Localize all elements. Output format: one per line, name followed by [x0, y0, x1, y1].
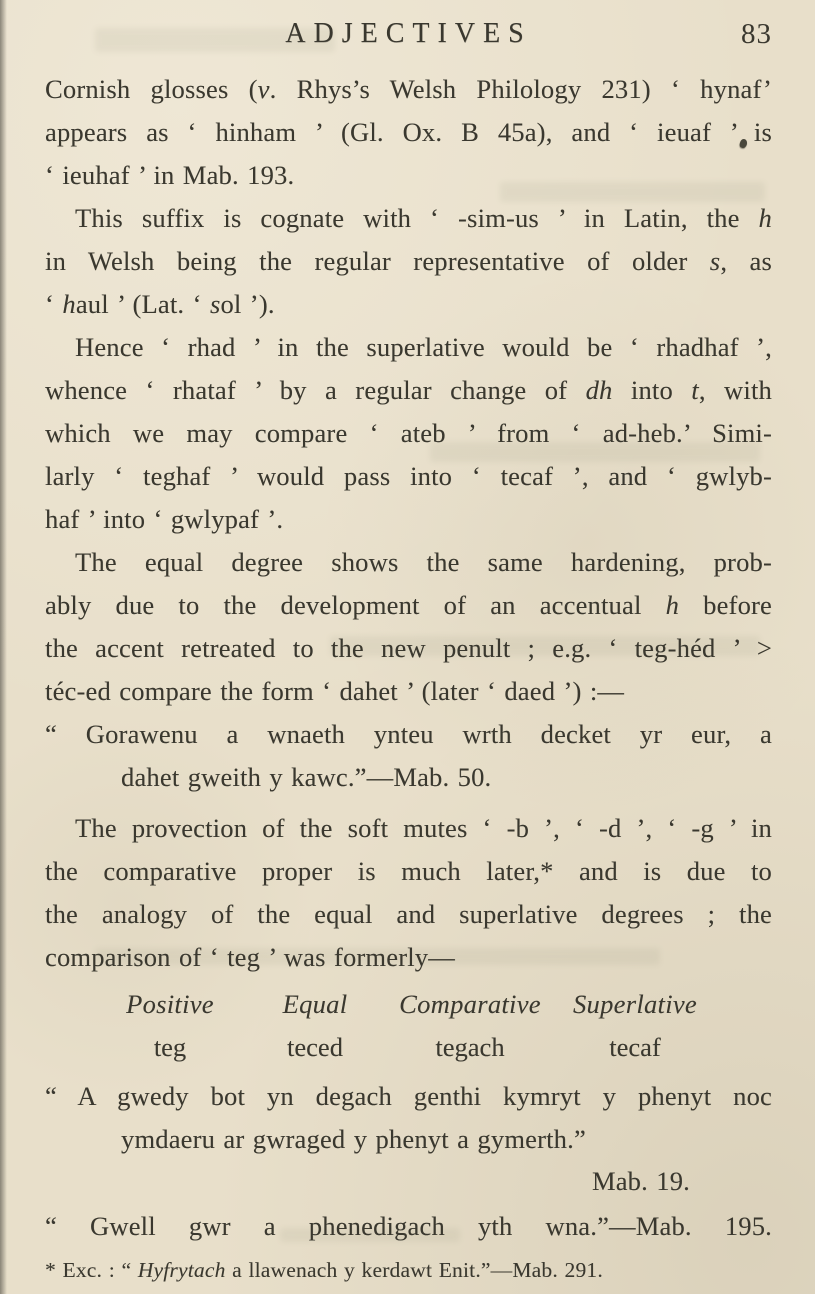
text-run: appears as ‘ hinham ’ (Gl. Ox. B 45a), and ‘ ieuaf ’: [45, 117, 739, 147]
text-line: [45, 412, 772, 455]
page-number: 83: [741, 18, 772, 50]
paragraph-suffix-cognate: [45, 197, 772, 326]
text-line: [45, 713, 772, 756]
text-run: Cornish glosses (: [45, 74, 258, 104]
text-line: [45, 584, 772, 627]
text-run: ably due to the development of an accentual: [45, 590, 666, 620]
page-body: [45, 68, 772, 1286]
text-run: This suffix is cognate with ‘ -sim-us ’ in Latin, the: [75, 203, 759, 233]
text-run: ‘ ieuhaf ’ in Mab. 193.: [45, 160, 295, 190]
text-line: [45, 498, 772, 541]
text-line: [45, 369, 772, 412]
text-run: “ Gwell gwr a phenedigach yth wna.”—Mab. 195.: [45, 1211, 772, 1241]
text-run: , as: [720, 246, 772, 276]
paragraph-equal-degree: [45, 541, 772, 713]
text-run: into: [612, 375, 692, 405]
text-run: the comparative proper is much later,* and is due to: [45, 856, 772, 886]
text-run: , with: [698, 375, 772, 405]
table-header: Equal: [282, 989, 348, 1019]
text-line: [45, 850, 772, 893]
text-run: comparison of ‘ teg ’ was formerly—: [45, 942, 455, 972]
text-run: aul ’ (Lat. ‘: [75, 289, 210, 319]
table-cell: tegach: [435, 1032, 505, 1062]
text-run: haf ’ into ‘ gwlypaf ’.: [45, 504, 284, 534]
italic-text: t: [691, 375, 699, 405]
text-run: in Welsh being the regular representative of older: [45, 246, 710, 276]
text-run: * Exc. : “: [45, 1258, 138, 1282]
text-run: “ Gorawenu a wnaeth ynteu wrth decket yr eur, a: [45, 719, 772, 749]
paragraph-cornish-glosses: [45, 68, 772, 197]
text-run: is: [753, 117, 772, 147]
text-line: [45, 1205, 772, 1248]
text-run: Mab. 19.: [591, 1166, 690, 1196]
table-cell: teced: [287, 1032, 343, 1062]
table-header-row: [95, 983, 772, 1026]
footnote-line: [45, 1254, 772, 1286]
text-line: [45, 154, 772, 197]
page-header: [45, 18, 772, 60]
italic-text: v: [257, 74, 270, 104]
page-content: [45, 68, 772, 1248]
text-line: [45, 240, 772, 283]
quotation-mab-19: [45, 1075, 772, 1201]
text-line: [45, 1075, 772, 1118]
italic-text: h: [665, 590, 680, 620]
table-cell: tecaf: [609, 1032, 661, 1062]
quotation-mab-195: [45, 1205, 772, 1248]
text-run: “ A gwedy bot yn degach genthi kymryt y phenyt noc: [45, 1081, 772, 1111]
italic-text: dh: [585, 375, 613, 405]
text-line: [45, 1161, 772, 1201]
text-run: the analogy of the equal and superlative degrees ; the: [45, 899, 772, 929]
text-line: [45, 283, 772, 326]
comparison-table: [45, 983, 772, 1069]
text-line: [121, 756, 772, 799]
italic-text: h: [758, 203, 772, 233]
text-run: which we may compare ‘ ateb ’ from ‘ ad-heb.’ Simi-: [45, 418, 772, 448]
text-run: ol ’).: [220, 289, 275, 319]
text-run: The equal degree shows the same hardening, prob-: [75, 547, 772, 577]
table-header: Superlative: [573, 989, 697, 1019]
text-line: [45, 893, 772, 936]
paragraph-provection: [45, 807, 772, 979]
text-line: [45, 627, 772, 670]
text-run: larly ‘ teghaf ’ would pass into ‘ tecaf ’, and ‘ gwlyb-: [45, 461, 772, 491]
text-line: [45, 455, 772, 498]
text-run: a llawenach y kerdawt Enit.”—Mab. 291.: [225, 1258, 603, 1282]
text-run: ‘: [45, 289, 63, 319]
text-run: Hence ‘ rhad ’ in the superlative would be ‘ rhadhaf ’,: [75, 332, 772, 362]
text-line: [45, 197, 772, 240]
table-cell: teg: [153, 1032, 187, 1062]
text-line: [45, 541, 772, 584]
italic-text: s: [709, 246, 721, 276]
text-run: téc-ed compare the form ‘ dahet ’ (later ‘ daed ’) :—: [45, 676, 625, 706]
text-run: dahet gweith y kawc.”—Mab. 50.: [121, 762, 492, 792]
italic-text: Hyfrytach: [137, 1258, 226, 1282]
text-line: [45, 670, 772, 713]
table-data-row: [95, 1026, 772, 1069]
text-line: [45, 68, 772, 111]
footnote: [45, 1254, 772, 1286]
italic-text: h: [62, 289, 76, 319]
text-run: whence ‘ rhataf ’ by a regular change of: [45, 375, 586, 405]
text-run: The provection of the soft mutes ‘ -b ’, ‘ -d ’, ‘ -g ’ in: [75, 813, 772, 843]
quotation-mab-50: [45, 713, 772, 799]
page-title: ADJECTIVES: [285, 18, 532, 49]
text-line: [45, 807, 772, 850]
text-line: [45, 936, 772, 979]
scan-edge-shadow: [0, 0, 7, 1294]
ink-smudge-mark: [739, 138, 748, 149]
text-line: [45, 111, 772, 154]
text-line: [45, 326, 772, 369]
text-run: ymdaeru ar gwraged y phenyt a gymerth.”: [121, 1124, 586, 1154]
paragraph-rhad-superlative: [45, 326, 772, 541]
text-line: [121, 1118, 772, 1161]
text-run: . Rhys’s Welsh Philology 231) ‘ hynaf’: [269, 74, 772, 104]
text-run: the accent retreated to the new penult ; e.g. ‘ teg-héd ’ >: [45, 633, 772, 663]
text-run: before: [679, 590, 773, 620]
table-header: Comparative: [399, 989, 541, 1019]
italic-text: s: [209, 289, 221, 319]
table-header: Positive: [126, 989, 214, 1019]
